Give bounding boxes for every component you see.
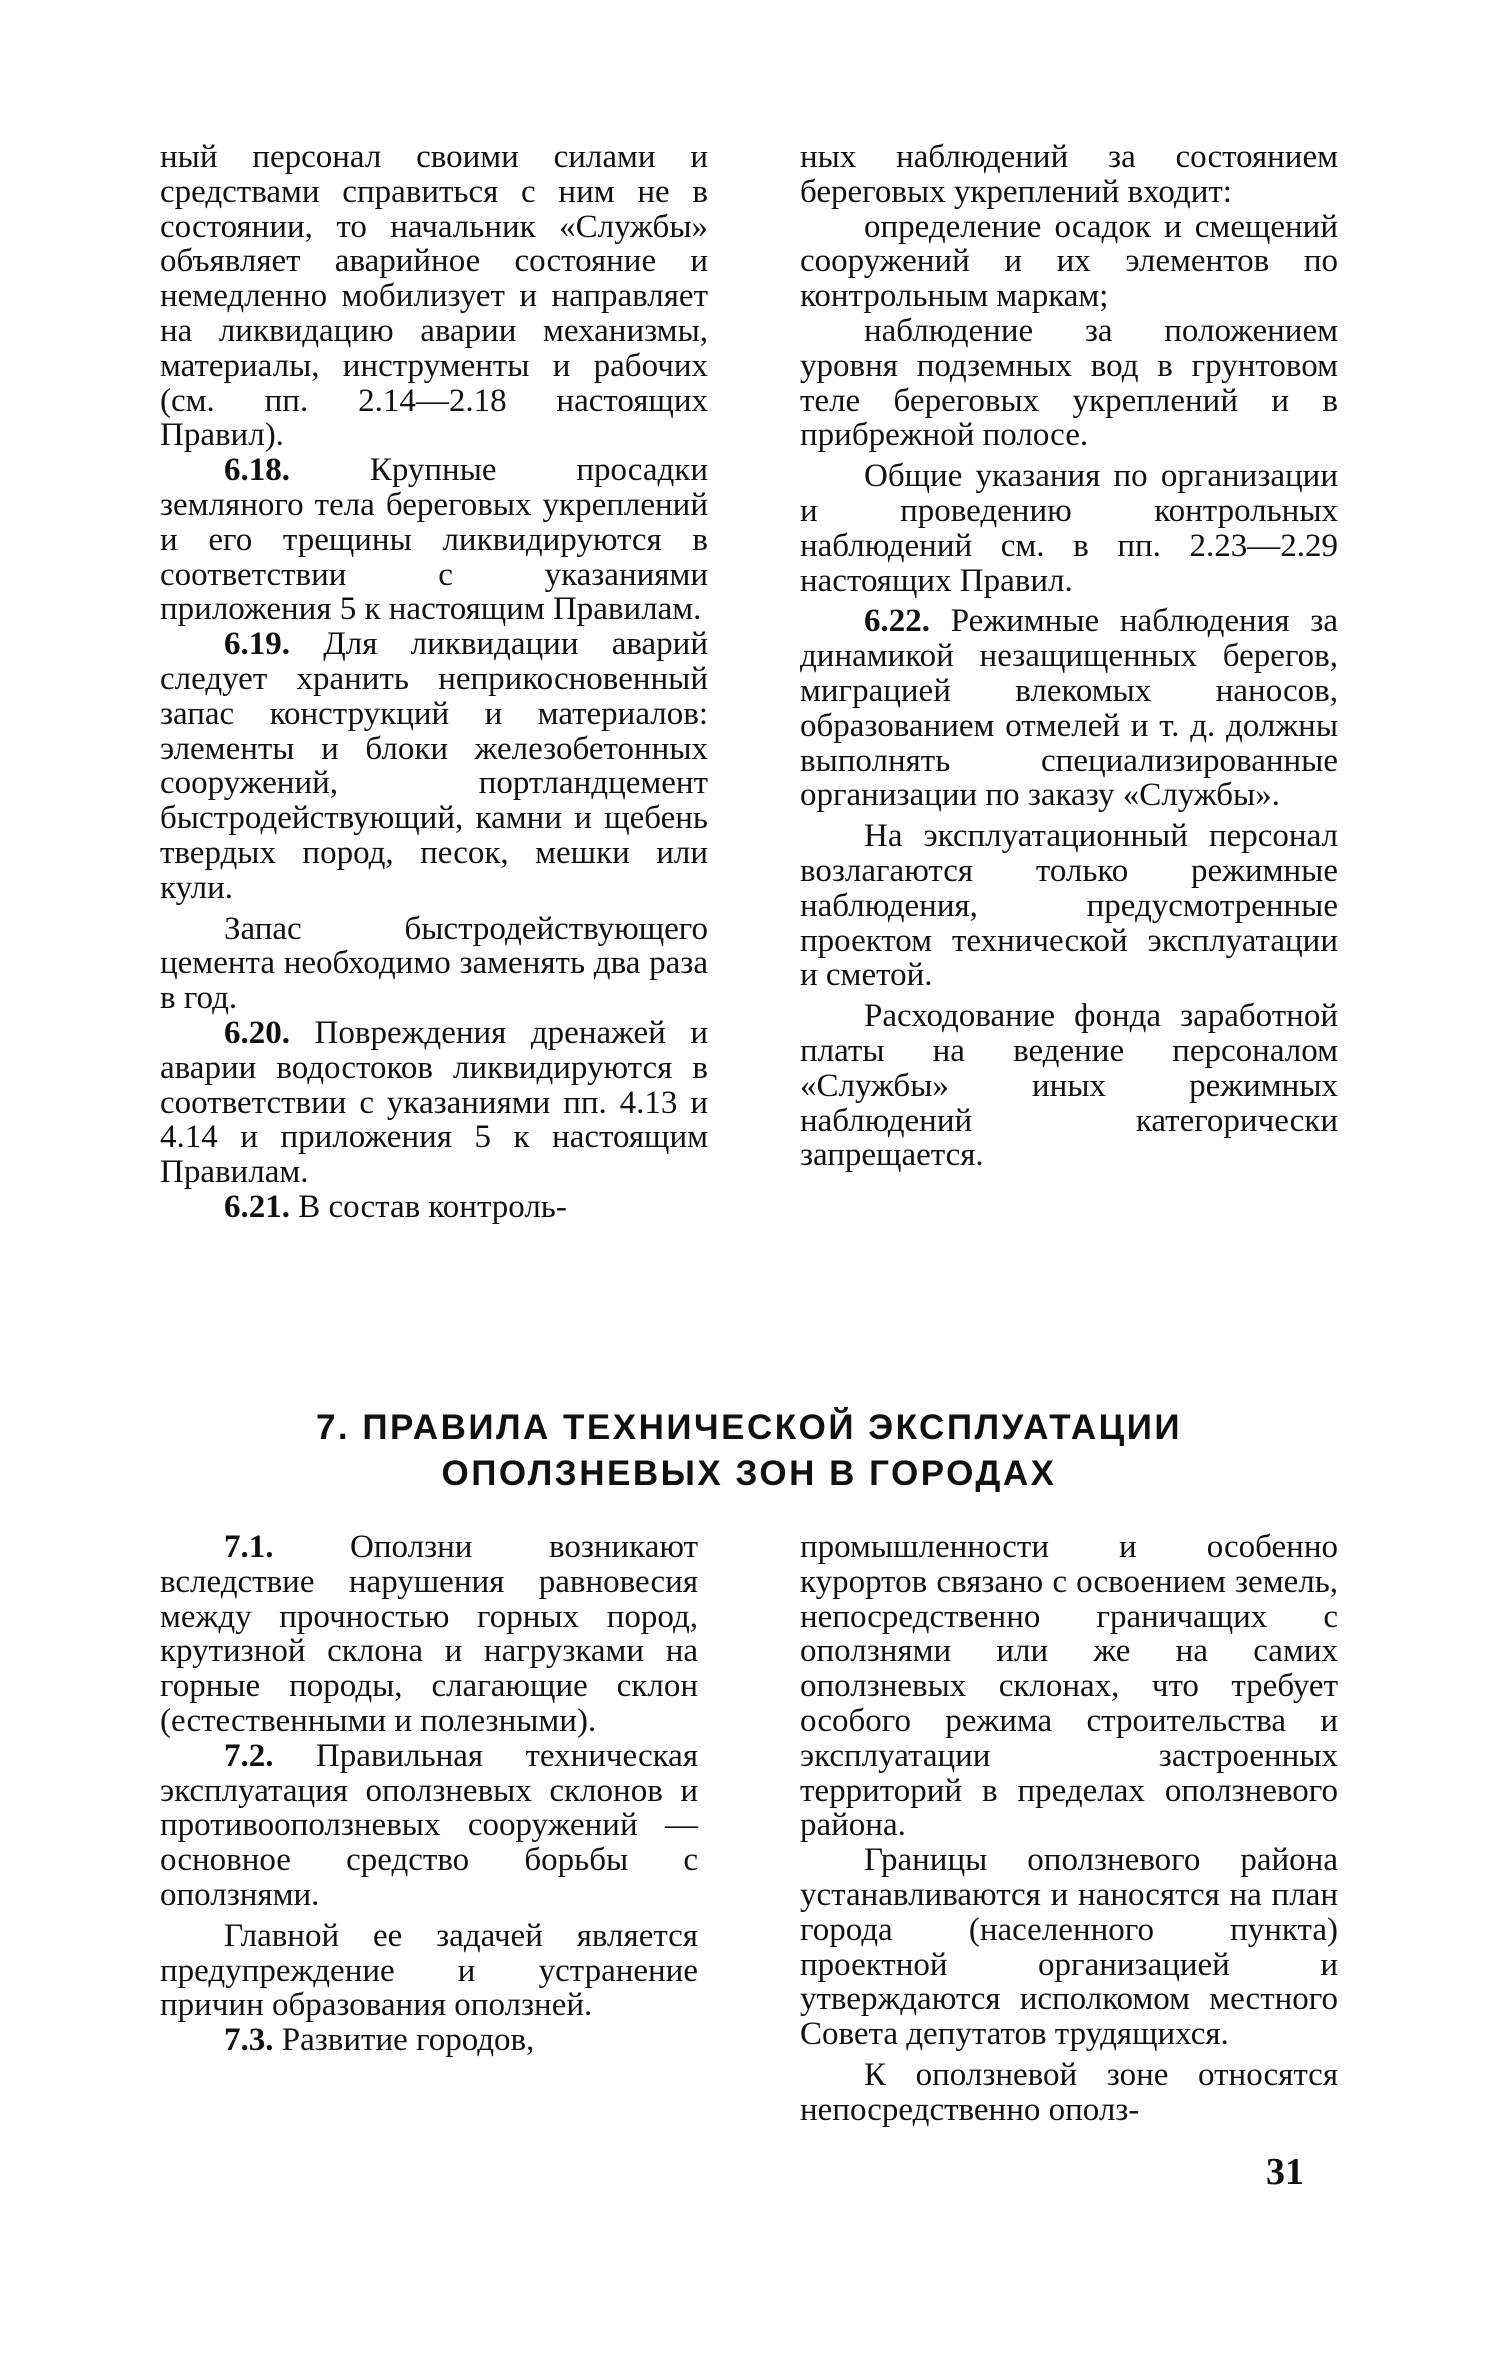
clause-number: 6.19. <box>224 626 290 663</box>
clause-number: 7.2. <box>224 1737 274 1774</box>
paragraph: Расходование фонда заработной платы на ведение персоналом «Службы» иных режимных наблюдений категорически запрещается. <box>800 998 1338 1174</box>
clause-number: 7.3. <box>224 2022 274 2059</box>
clause-6-18 <box>160 453 708 627</box>
clause-text: Развитие городов, <box>273 2022 535 2059</box>
page-number: 31 <box>1266 2151 1304 2193</box>
clause-7-2 <box>160 1739 698 1913</box>
clause-number: 6.21. <box>224 1188 290 1225</box>
clause-number: 6.20. <box>224 1014 290 1051</box>
section-heading <box>160 1405 1338 1497</box>
bottom-left-column <box>160 1530 698 2058</box>
paragraph: Запас быстродействующего цемента необходимо заменять два раза в год. <box>160 910 708 1017</box>
clause-number: 7.1. <box>224 1529 274 1565</box>
clause-text: Для ликвидации аварий следует хранить неприкосновенный запас конструкций и материалов: элементы и блоки железобетонных сооружений, портландцемент быстродействующий, камни и щебень твердых пород, песок, мешки или кули. <box>160 626 708 906</box>
clause-text: Повреждения дренажей и аварии водостоков ликвидируются в соответствии с указаниями пп. 4.13 и 4.14 и приложения 5 к настоящим Правилам. <box>160 1014 708 1191</box>
clause-6-21 <box>160 1190 708 1225</box>
paragraph: К оползневой зоне относятся непосредственно ополз- <box>800 2056 1338 2128</box>
clause-6-22 <box>800 604 1338 813</box>
clause-7-1 <box>160 1530 698 1739</box>
clause-number: 6.22. <box>864 603 930 640</box>
top-left-column <box>160 140 708 1225</box>
clause-6-20 <box>160 1016 708 1190</box>
paragraph: Главной ее задачей является предупреждение и устранение причин образования оползней. <box>160 1917 698 2024</box>
clause-text: В состав контроль- <box>290 1188 567 1225</box>
clause-7-3 <box>160 2023 698 2058</box>
heading-line: ОПОЛЗНЕВЫХ ЗОН В ГОРОДАХ <box>441 1454 1057 1493</box>
clause-text: Оползни возникают вследствие нарушения равновесия между прочностью горных пород, крутизной склона и нагрузками на горные породы, слагающие склон (естественными и полезными). <box>160 1529 698 1739</box>
clause-text: Крупные просадки земляного тела береговых укреплений и его трещины ликвидируются в соответствии с указаниями приложения 5 к настоящим Правилам. <box>160 452 708 628</box>
paragraph: промышленности и особенно курортов связано с освоением земель, непосредственно граничащих с оползнями или же на самих оползневых склонах, что требует особого режима строительства и эксплуатации застроенных территорий в пределах оползневого района. <box>800 1529 1338 1844</box>
clause-6-19 <box>160 627 708 905</box>
paragraph: наблюдение за положением уровня подземных вод в грунтовом теле береговых укреплений и в прибрежной полосе. <box>800 312 1338 454</box>
clause-text: Режимные наблюдения за динамикой незащищенных берегов, миграцией влекомых наносов, образованием отмелей и т. д. должны выполнять специализированные организации по заказу «Службы». <box>800 603 1338 814</box>
bottom-right-column <box>800 1530 1338 2128</box>
paragraph: определение осадок и смещений сооружений и их элементов по контрольным маркам; <box>800 208 1338 315</box>
paragraph: На эксплуатационный персонал возлагаются только режимные наблюдения, предусмотренные проектом технической эксплуатации и сметой. <box>800 818 1338 994</box>
paragraph: ных наблюдений за состоянием береговых укреплений входит: <box>800 139 1338 210</box>
top-right-column <box>800 140 1338 1173</box>
paragraph: Границы оползневого района устанавливаются и наносятся на план города (населенного пункта) проектной организацией и утверждаются исполкомом местного Совета депутатов трудящихся. <box>800 1842 1338 2053</box>
paragraph: Общие указания по организации и проведению контрольных наблюдений см. в пп. 2.23—2.29 настоящих Правил. <box>800 458 1338 599</box>
clause-text: Правильная техническая эксплуатация оползневых склонов и противооползневых сооружений — основное средство борьбы с оползнями. <box>160 1737 698 1913</box>
paragraph: ный персонал своими силами и средствами справиться с ним не в состоянии, то начальник «Службы» объявляет аварийное состояние и немедленно мобилизует и направляет на ликвидацию аварии механизмы, материалы, инструменты и рабочих (см. пп. 2.14—2.18 настоящих Правил). <box>160 139 708 454</box>
heading-line: 7. ПРАВИЛА ТЕХНИЧЕСКОЙ ЭКСПЛУАТАЦИИ <box>315 1408 1183 1447</box>
clause-number: 6.18. <box>224 452 290 489</box>
